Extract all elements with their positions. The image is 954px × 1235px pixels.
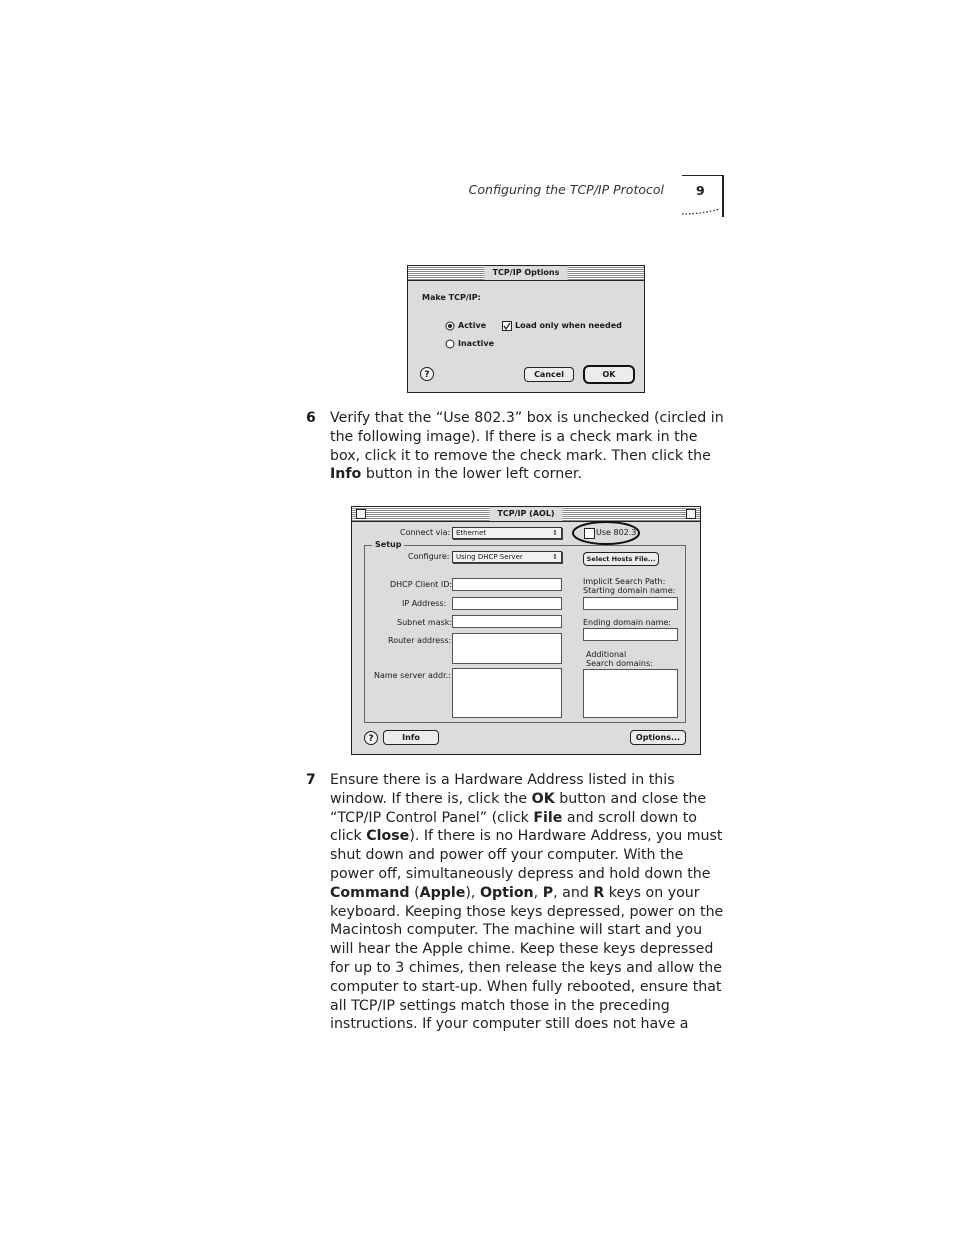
inactive-radio-label[interactable]: Inactive [458, 339, 495, 348]
info-button[interactable]: Info [383, 730, 439, 745]
options-title: TCP/IP Options [485, 266, 568, 280]
implicit-search-path-label: Implicit Search Path: [583, 577, 666, 586]
tcpip-options-dialog [407, 265, 645, 393]
aol-title: TCP/IP (AOL) [489, 507, 562, 521]
step-7-text: Ensure there is a Hardware Address listed in this window. If there is, click the OK button and close the “TCP/IP Control Panel” (click File and scroll down to click Close). If there is no Hardware Address, you must shut down and power off your computer. With the power off, simultaneously depress and hold down the Command (Apple), Option, P, and R keys on your keyboard. Keeping those keys depressed, power on the Macintosh computer. The machine will start and you will hear the Apple chime. Keep these keys depressed for up to 3 chimes, then release the keys and allow the computer to start-up. When fully rebooted, ensure that all TCP/IP settings match those in the preceding instructions. If your computer still does not have a [330, 772, 724, 1033]
aol-help-icon[interactable]: ? [364, 731, 378, 745]
subnet-mask-label: Subnet mask: [397, 618, 453, 627]
options-ok-button[interactable]: OK [583, 365, 635, 384]
select-hosts-file-button[interactable]: Select Hosts File... [583, 552, 659, 566]
inactive-radio-icon[interactable] [445, 339, 455, 349]
running-title: Configuring the TCP/IP Protocol [468, 182, 664, 197]
configure-label: Configure: [408, 552, 450, 561]
use-8023-label[interactable]: Use 802.3 [596, 528, 637, 537]
options-cancel-button[interactable]: Cancel [524, 367, 574, 382]
step-6-number: 6 [306, 410, 316, 426]
setup-label: Setup [372, 540, 404, 550]
starting-domain-field[interactable] [583, 597, 678, 610]
ending-domain-field[interactable] [583, 628, 678, 641]
page-number: 9 [696, 183, 705, 198]
options-help-icon[interactable]: ? [420, 367, 434, 381]
connect-via-popup[interactable]: Ethernet ⇕ [452, 527, 562, 539]
ip-address-field[interactable] [452, 597, 562, 610]
close-box-icon[interactable] [356, 509, 366, 519]
load-when-needed-checkbox-icon[interactable] [502, 321, 512, 331]
search-domains-field[interactable] [583, 669, 678, 718]
step-6-text: Verify that the “Use 802.3” box is unchecked (circled in the following image). If there is a check mark in the box, click it to remove the check mark. Then click the Info button in the lower left corner. [330, 410, 724, 483]
page-dots-decoration [682, 208, 722, 216]
router-address-label: Router address: [388, 636, 452, 645]
name-server-field[interactable] [452, 668, 562, 718]
zoom-box-icon[interactable] [686, 509, 696, 519]
ending-domain-label: Ending domain name: [583, 618, 672, 627]
additional-label: Additional [586, 650, 627, 659]
active-radio-label[interactable]: Active [458, 321, 487, 330]
subnet-mask-field[interactable] [452, 615, 562, 628]
active-radio-icon[interactable] [445, 321, 455, 331]
starting-domain-label: Starting domain name: [583, 586, 676, 595]
search-domains-label: Search domains: [586, 659, 653, 668]
router-address-field[interactable] [452, 633, 562, 664]
tcpip-aol-window [351, 506, 701, 755]
make-tcpip-label: Make TCP/IP: [422, 293, 481, 302]
use-8023-checkbox[interactable] [584, 528, 595, 539]
page-number-box [682, 175, 724, 217]
options-title-bar[interactable] [408, 266, 644, 281]
load-when-needed-label[interactable]: Load only when needed [515, 321, 622, 330]
popup-arrows-icon: ⇕ [552, 529, 558, 537]
dhcp-client-id-label: DHCP Client ID: [390, 580, 453, 589]
configure-popup[interactable]: Using DHCP Server ⇕ [452, 551, 562, 563]
popup-arrows-icon: ⇕ [552, 553, 558, 561]
options-button[interactable]: Options... [630, 730, 686, 745]
connect-via-label: Connect via: [400, 528, 451, 537]
dhcp-client-id-field[interactable] [452, 578, 562, 591]
name-server-label: Name server addr.: [374, 671, 451, 680]
ip-address-label: IP Address: [402, 599, 447, 608]
step-7-number: 7 [306, 772, 316, 788]
aol-title-bar[interactable] [352, 507, 700, 522]
